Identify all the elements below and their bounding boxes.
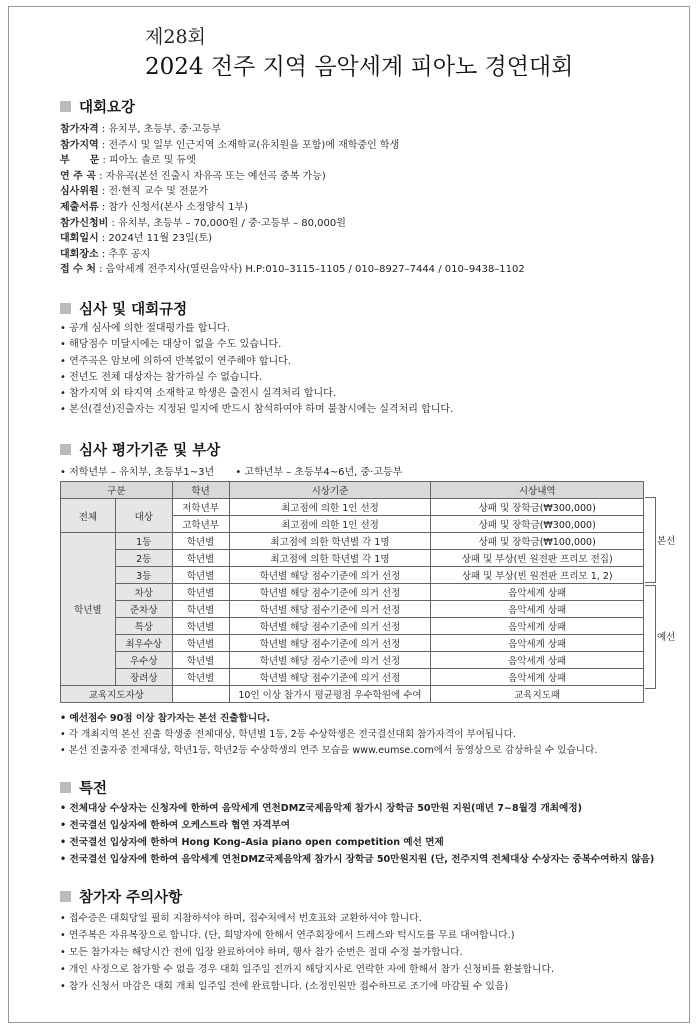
list-item: • 연주복은 자유복장으로 합니다. (단, 희망자에 한해서 연주회장에서 드레스와 턱시도를 무료 대여합니다.) xyxy=(60,927,554,944)
header-category: 구분 xyxy=(61,482,173,499)
table-header-row xyxy=(61,482,644,499)
section-outline xyxy=(60,96,135,117)
rules-list xyxy=(60,321,453,419)
table-row: 특상 학년별 학년별 해당 점수기준에 의거 선정 음악세계 상패 xyxy=(61,618,644,635)
info-row: 연 주 곡 : 자유곡(본선 진출시 자유곡 또는 예선곡 중복 가능) xyxy=(60,170,326,182)
list-item: • 전국결선 입상자에 한하여 Hong Kong–Asia piano open competition 예선 면제 xyxy=(60,834,654,851)
table-row: 장려상 학년별 학년별 해당 점수기준에 의거 선정 음악세계 상패 xyxy=(61,669,644,686)
list-item: • 모든 참가자는 해당시간 전에 입장 완료하여야 하며, 행사 참가 순번은 절대 수정 불가합니다. xyxy=(60,944,554,961)
table-row: 2등 학년별 최고점에 의한 학년별 각 1명 상패 및 부상(빈 원전판 프리모 전집) xyxy=(61,550,644,567)
section-rules xyxy=(60,298,187,319)
square-bullet-icon xyxy=(60,444,71,455)
section-rules-title: 심사 및 대회규정 xyxy=(79,302,188,318)
teacher-award-label: 교육지도자상 xyxy=(61,686,173,703)
list-item: • 개인 사정으로 참가할 수 없을 경우 대회 일주일 전까지 해당지사로 연락한 자에 한해서 참가 신청비를 환불합니다. xyxy=(60,961,554,978)
list-item: • 해당점수 미달시에는 대상이 없을 수도 있습니다. xyxy=(60,337,453,353)
table-row: 최우수상 학년별 학년별 해당 점수기준에 의거 선정 음악세계 상패 xyxy=(61,635,644,652)
preliminary-label: 예선 xyxy=(657,632,676,643)
info-row: 참가자격 : 유치부, 초등부, 중·고등부 xyxy=(60,124,221,135)
main-round-label: 본선 xyxy=(657,536,676,547)
header-grade: 학년 xyxy=(172,482,229,499)
grand-prize-label: 대상 xyxy=(115,499,172,533)
info-row: 대회일시 : 2024년 11월 23일(토) xyxy=(60,233,213,245)
list-item: • 전국결선 입상자에 한하여 음악세계 연천DMZ국제음악제 참가시 장학금 50만원지원 (단, 전주지역 전체대상 수상자는 중복수여하지 않음) xyxy=(60,851,654,868)
list-item: • 참가 신청서 마감은 대회 개최 일주일 전에 완료합니다. (소정인원만 접수하므로 조기에 마감될 수 있음) xyxy=(60,978,554,995)
main-round-bracket xyxy=(645,497,656,583)
list-item: • 본선(결선)진출자는 지정된 일지에 반드시 참석하여야 하며 불참시에는 실격처리 합니다. xyxy=(60,402,453,418)
list-item: • 본선 진출자중 전체대상, 학년1등, 학년2등 수상학생의 연주 모습을 www.eumse.com에서 동영상으로 감상하실 수 있습니다. xyxy=(60,743,597,759)
info-row: 참가지역 : 전주시 및 일부 인근지역 소재학교(유치원을 포함)에 재학중인 학생 xyxy=(60,139,400,151)
list-item: • 참가지역 외 타지역 소재학교 학생은 출전시 실격처리 합니다. xyxy=(60,386,453,402)
square-bullet-icon xyxy=(60,782,71,793)
section-criteria xyxy=(60,439,220,460)
table-row: 전체 대상 저학년부 최고점에 의한 1인 선정 상패 및 장학금(₩300,000) xyxy=(61,499,644,516)
section-criteria-title: 심사 평가기준 및 부상 xyxy=(79,443,221,459)
grade-definitions xyxy=(60,463,420,478)
list-item: • 전년도 전체 대상자는 참가하실 수 없습니다. xyxy=(60,370,453,386)
square-bullet-icon xyxy=(60,101,71,112)
section-notice xyxy=(60,886,182,907)
table-row: 우수상 학년별 학년별 해당 점수기준에 의거 선정 음악세계 상패 xyxy=(61,652,644,669)
list-item: • 전국결선 입상자에 한하여 오케스트라 협연 자격부여 xyxy=(60,817,654,834)
square-bullet-icon xyxy=(60,303,71,314)
list-item: • 연주곡은 암보에 의하여 반복없이 연주해야 합니다. xyxy=(60,354,453,370)
section-benefits xyxy=(60,777,107,798)
page-title: 2024 전주 지역 음악세계 피아노 경연대회 xyxy=(145,54,574,80)
group-grade: 학년별 xyxy=(61,533,116,686)
info-row: 접 수 처 : 음악세계 전주지사(열린음악사) H.P:010–3115–1105 / 010–8927–7444 / 010–9438–1102 xyxy=(60,264,525,276)
outline-info xyxy=(60,122,525,278)
square-bullet-icon xyxy=(60,891,71,902)
table-row: 준차상 학년별 학년별 해당 점수기준에 의거 선정 음악세계 상패 xyxy=(61,601,644,618)
table-row: 고학년부 최고점에 의한 1인 선정 상패 및 장학금(₩300,000) xyxy=(61,516,644,533)
preliminary-bracket xyxy=(645,585,656,689)
table-row: 학년별 1등 학년별 최고점에 의한 학년별 각 1명 상패 및 장학금(₩100,000) xyxy=(61,533,644,550)
info-row: 심사위원 : 전·현직 교수 및 전문가 xyxy=(60,186,209,198)
benefits-list xyxy=(60,800,654,868)
section-outline-title: 대회요강 xyxy=(79,100,136,116)
info-row: 부 문 : 피아노 솔로 및 듀엣 xyxy=(60,155,196,167)
notice-list xyxy=(60,910,554,995)
header-criteria: 시상기준 xyxy=(229,482,431,499)
table-row: 3등 학년별 학년별 해당 점수기준에 의거 선정 상패 및 부상(빈 원전판 프리모 1, 2) xyxy=(61,567,644,584)
list-item: • 각 개최지역 본선 진출 학생중 전체대상, 학년별 1등, 2등 수상학생은 전국결선대회 참가자격이 부여됩니다. xyxy=(60,727,597,743)
edition-label: 제28회 xyxy=(145,26,206,48)
table-row: 차상 학년별 학년별 해당 점수기준에 의거 선정 음악세계 상패 xyxy=(61,584,644,601)
section-notice-title: 참가자 주의사항 xyxy=(79,890,183,906)
group-all: 전체 xyxy=(61,499,116,533)
table-row: 교육지도자상 10인 이상 참가시 평균평점 우수학원에 수여 교육지도패 xyxy=(61,686,644,703)
grade-upper: • 고학년부 – 초등부4~6년, 중·고등부 xyxy=(235,467,403,478)
table-notes xyxy=(60,711,597,758)
info-row: 대회장소 : 추후 공지 xyxy=(60,248,151,260)
list-item: • 전체대상 수상자는 신청자에 한하여 음악세계 연천DMZ국제음악제 참가시 장학금 50만원 지원(매년 7~8월경 개최예정) xyxy=(60,800,654,817)
info-row: 참가신청비 : 유치부, 초등부 – 70,000원 / 중·고등부 – 80,000원 xyxy=(60,217,346,229)
section-benefits-title: 특전 xyxy=(79,781,108,797)
grade-lower: • 저학년부 – 유치부, 초등부1~3년 xyxy=(60,467,215,478)
list-item: • 공개 심사에 의한 절대평가를 합니다. xyxy=(60,321,453,337)
list-item: • 접수증은 대회당일 필히 지참하셔야 하며, 접수처에서 번호표와 교환하셔야 합니다. xyxy=(60,910,554,927)
award-table xyxy=(60,481,644,703)
list-item: • 예선점수 90점 이상 참가자는 본선 진출합니다. xyxy=(60,711,597,727)
info-row: 제출서류 : 참가 신청서(본사 소정양식 1부) xyxy=(60,201,248,213)
header-prize: 시상내역 xyxy=(431,482,644,499)
